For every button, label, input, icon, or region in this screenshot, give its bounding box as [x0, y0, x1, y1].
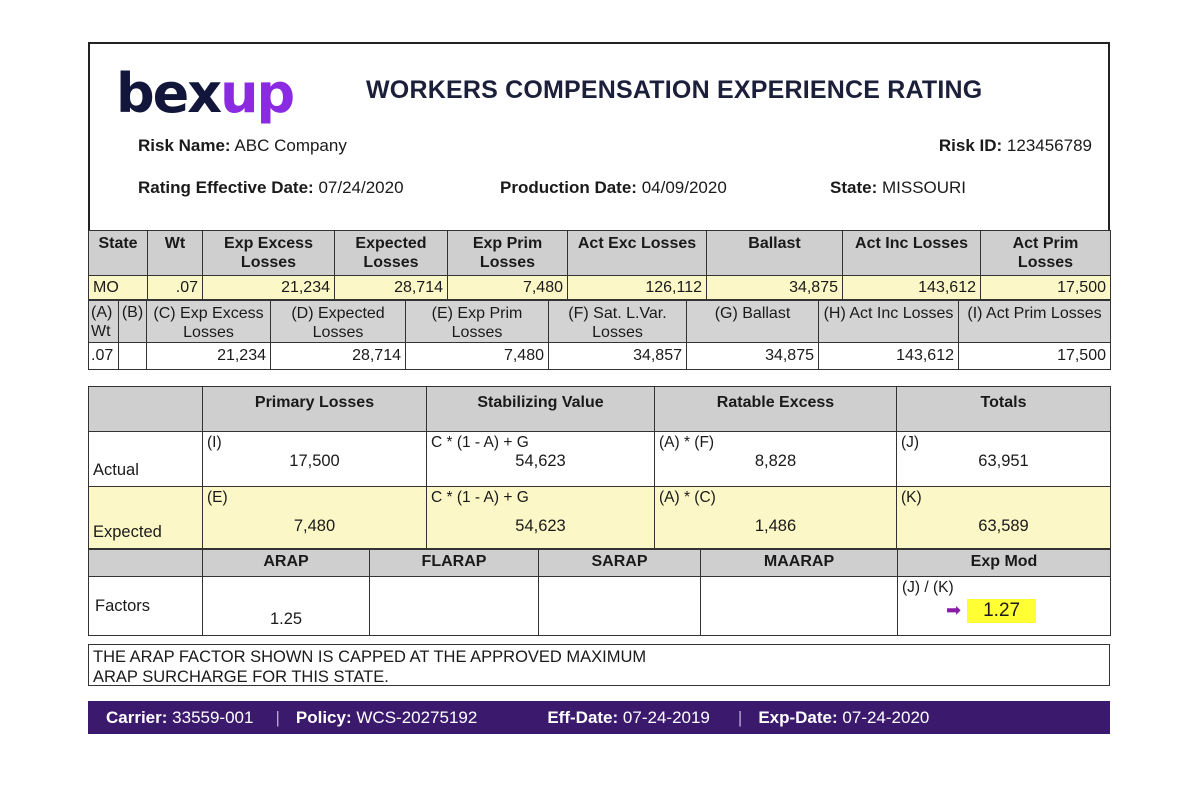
cell-value: 54,623 [515, 452, 566, 470]
column-header: (A) Wt [89, 301, 119, 343]
column-header: (G) Ballast [687, 301, 819, 343]
table-cell: 34,875 [707, 276, 843, 300]
column-header [89, 387, 203, 432]
column-header: ARAP [203, 550, 370, 577]
exp-mod-result [898, 597, 1110, 623]
actual-row [89, 432, 1111, 487]
computation-table [88, 386, 1111, 549]
cell-value: 7,480 [293, 517, 336, 535]
policy-footer-bar [88, 701, 1110, 734]
row-label: Actual [89, 432, 203, 487]
rating-sheet [88, 42, 1110, 686]
sarap-value [539, 577, 701, 636]
arap-cap-note [88, 644, 1110, 686]
column-header: Ballast [707, 231, 843, 276]
factors-row [89, 577, 1111, 636]
column-header: Act Prim Losses [981, 231, 1111, 276]
table-cell: 17,500 [959, 343, 1111, 370]
cell-value: 8,828 [754, 452, 797, 470]
table-cell [203, 487, 427, 549]
policy: Policy: WCS-20275192 [295, 707, 478, 727]
state-summary-table [88, 230, 1111, 300]
exp-mod-value: 1.27 [967, 599, 1036, 623]
table-header-row [89, 387, 1111, 432]
flarap-value [370, 577, 539, 636]
table-cell [119, 343, 147, 370]
column-header: Act Inc Losses [843, 231, 981, 276]
column-header: (D) Expected Losses [271, 301, 406, 343]
state: State: MISSOURI [830, 178, 967, 197]
table-cell: 21,234 [147, 343, 271, 370]
column-header: Expected Losses [335, 231, 448, 276]
column-header: State [89, 231, 148, 276]
table-cell [897, 487, 1111, 549]
cell-formula: (A) * (F) [659, 434, 715, 451]
row-label: Expected [89, 487, 203, 549]
cell-value: 63,951 [978, 452, 1029, 470]
cell-reference: (J) [901, 434, 920, 451]
lettered-values-table [88, 300, 1111, 370]
column-header [89, 550, 203, 577]
risk-name: Risk Name: ABC Company [138, 136, 347, 155]
exp-date: Exp-Date: 07-24-2020 [758, 707, 930, 727]
eff-date: Eff-Date: 07-24-2019 [547, 707, 710, 727]
table-cell: MO [89, 276, 148, 300]
note-line: THE ARAP FACTOR SHOWN IS CAPPED AT THE APPROVED MAXIMUM [93, 648, 647, 666]
column-header: (H) Act Inc Losses [819, 301, 959, 343]
cell-value: 1,486 [754, 517, 797, 535]
table-row [89, 343, 1111, 370]
arrow-right-icon: ➡ [946, 600, 962, 620]
table-cell [655, 432, 897, 487]
separator: | [737, 707, 743, 727]
maarap-value [701, 577, 898, 636]
arap-value: 1.25 [203, 577, 370, 636]
bexup-logo: bexup [116, 62, 294, 125]
table-cell: 34,857 [549, 343, 687, 370]
table-cell: .07 [148, 276, 203, 300]
column-header: Exp Excess Losses [203, 231, 335, 276]
table-cell: 28,714 [271, 343, 406, 370]
table-header-row [89, 301, 1111, 343]
table-header-row [89, 550, 1111, 577]
column-header: Exp Prim Losses [448, 231, 568, 276]
column-header: (B) [119, 301, 147, 343]
table-header-row [89, 231, 1111, 276]
table-cell [897, 432, 1111, 487]
cell-reference: (E) [207, 489, 228, 506]
row-label: Factors [89, 577, 203, 636]
table-cell: 143,612 [819, 343, 959, 370]
cell-reference: (K) [901, 489, 922, 506]
table-cell: .07 [89, 343, 119, 370]
cell-reference: (I) [207, 434, 222, 451]
column-header: MAARAP [701, 550, 898, 577]
cell-value: 63,589 [978, 517, 1029, 535]
table-cell: 7,480 [406, 343, 549, 370]
production-date: Production Date: 04/09/2020 [500, 178, 727, 197]
table-cell: 126,112 [568, 276, 707, 300]
table-row [89, 276, 1111, 300]
exp-mod-cell [898, 577, 1111, 636]
table-cell: 7,480 [448, 276, 568, 300]
column-header: FLARAP [370, 550, 539, 577]
cell-value: 17,500 [289, 452, 340, 470]
separator: | [275, 707, 280, 727]
column-header: Totals [897, 387, 1111, 432]
risk-id: Risk ID: 123456789 [938, 136, 1092, 155]
table-cell: 143,612 [843, 276, 981, 300]
column-header: Ratable Excess [655, 387, 897, 432]
column-header: Act Exc Losses [568, 231, 707, 276]
table-cell: 34,875 [687, 343, 819, 370]
factors-table [88, 549, 1111, 636]
column-header: (F) Sat. L.Var. Losses [549, 301, 687, 343]
cell-formula: (A) * (C) [659, 489, 716, 506]
cell-formula: C * (1 - A) + G [431, 434, 529, 451]
table-cell [427, 487, 655, 549]
table-cell [203, 432, 427, 487]
column-header: Wt [148, 231, 203, 276]
sheet-header [88, 42, 1110, 230]
cell-formula: C * (1 - A) + G [431, 489, 529, 506]
document-title: WORKERS COMPENSATION EXPERIENCE RATING [366, 76, 983, 104]
column-header: (I) Act Prim Losses [959, 301, 1111, 343]
table-cell [655, 487, 897, 549]
column-header: (C) Exp Excess Losses [147, 301, 271, 343]
table-cell [427, 432, 655, 487]
column-header: Primary Losses [203, 387, 427, 432]
table-cell: 21,234 [203, 276, 335, 300]
column-header: Exp Mod [898, 550, 1111, 577]
rating-effective-date: Rating Effective Date: 07/24/2020 [138, 178, 404, 197]
exp-mod-formula: (J) / (K) [902, 579, 954, 596]
cell-value: 54,623 [515, 517, 566, 535]
column-header: SARAP [539, 550, 701, 577]
table-cell: 17,500 [981, 276, 1111, 300]
expected-row [89, 487, 1111, 549]
column-header: (E) Exp Prim Losses [406, 301, 549, 343]
carrier: Carrier: 33559-001 [106, 707, 254, 727]
note-line: ARAP SURCHARGE FOR THIS STATE. [93, 668, 389, 686]
column-header: Stabilizing Value [427, 387, 655, 432]
table-cell: 28,714 [335, 276, 448, 300]
